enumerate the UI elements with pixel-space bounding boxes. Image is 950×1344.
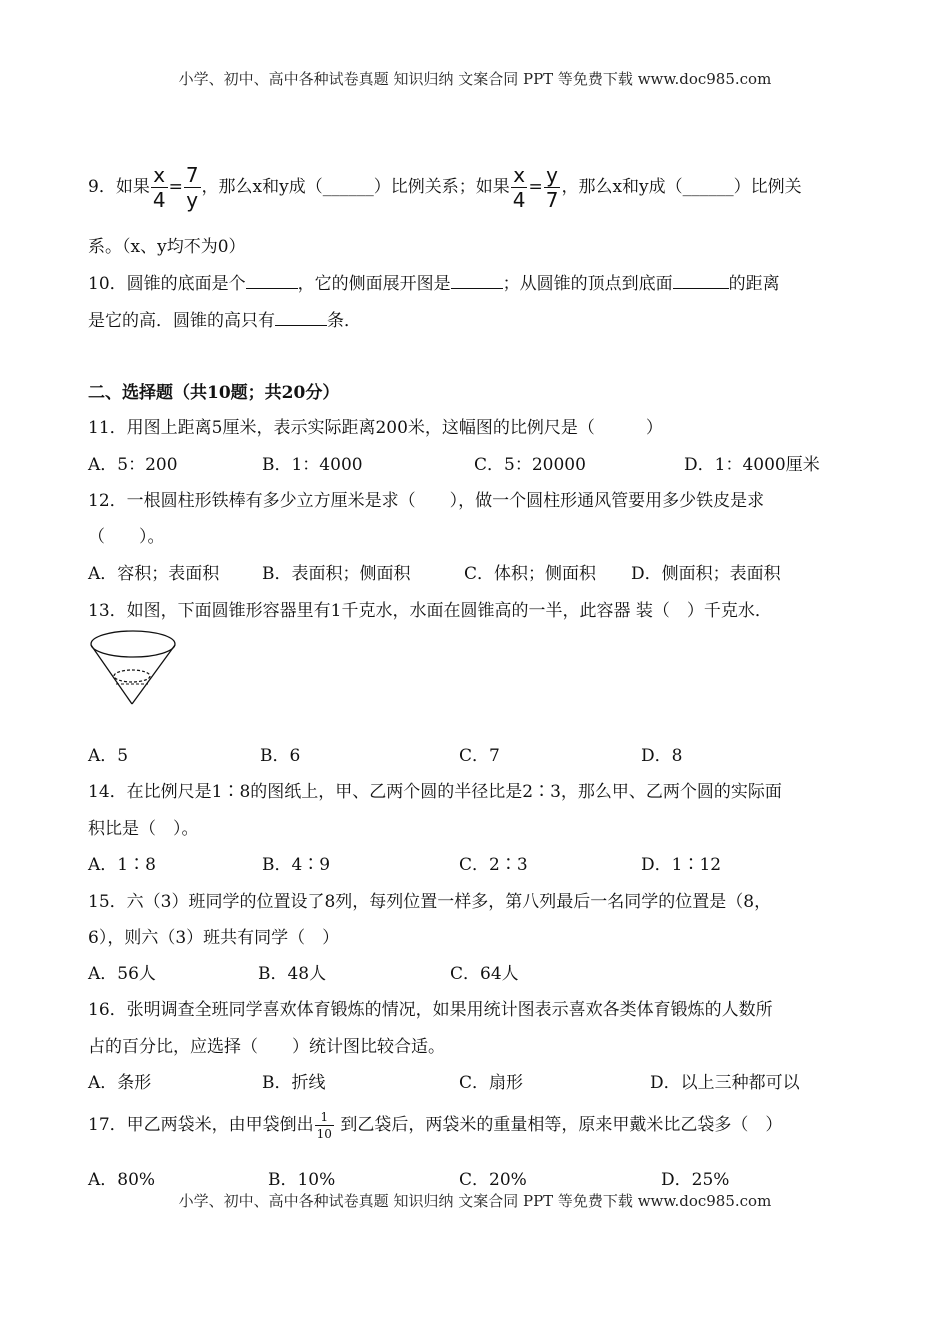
option-d: D．侧面积；表面积: [631, 564, 781, 584]
question-13-options: [88, 741, 888, 765]
water-surface: [114, 670, 150, 682]
fraction-x-over-4: $\frac{x}{4}$: [512, 163, 526, 212]
option-a: A．容积；表面积: [88, 564, 220, 584]
page-footer: 小学、初中、高中各种试卷真题 知识归纳 文案合同 PPT 等免费下载 www.doc985.com: [178, 1192, 772, 1210]
question-12-options: [88, 559, 888, 583]
answer-blank: ______: [322, 177, 374, 197]
answer-blank: [246, 273, 298, 289]
option-c: C．5：20000: [474, 455, 586, 475]
answer-blank: ______: [682, 177, 734, 197]
answer-blank: [673, 273, 729, 289]
option-a: A．5: [88, 746, 129, 766]
option-b: B．1：4000: [262, 455, 363, 475]
option-b: B．6: [260, 746, 301, 766]
cone-rim: [91, 631, 175, 657]
cone-left-edge: [91, 645, 132, 704]
option-d: D．25%: [661, 1170, 730, 1190]
question-16: 16．张明调查全班同学喜欢体育锻炼的情况，如果用统计图表示喜欢各类体育锻炼的人数所: [88, 1000, 773, 1020]
question-17: 17．甲乙两袋米，由甲袋倒出 $\frac{1}{10}$ 到乙袋后，两袋米的重量相等，原来甲戴米比乙袋多（ ）: [88, 1110, 783, 1141]
option-b: B．4∶9: [262, 855, 331, 875]
fraction-7-over-y: $\frac{7}{y}$: [185, 163, 199, 212]
cone-right-edge: [132, 645, 175, 704]
fraction-x-over-4: $\frac{x}{4}$: [152, 163, 166, 212]
option-d: D．8: [641, 746, 683, 766]
cone-container-figure: [88, 628, 180, 710]
option-a: A．56人: [88, 964, 156, 984]
section-title: 二、选择题（共10题；共20分）: [88, 383, 340, 403]
question-9: 9．如果 $\frac{x}{4}$ = $\frac{7}{y}$ ，那么x和y成（______）比例关系；如果 $\frac{x}{4}$ = $\frac{y}{7}$ ，那么x和y成（______）比例关: [88, 163, 802, 212]
question-10: 10．圆锥的底面是个 ，它的侧面展开图是 ；从圆锥的顶点到底面 的距离: [88, 274, 780, 294]
option-a: A．5：200: [88, 455, 178, 475]
option-c: C．20%: [459, 1170, 527, 1190]
question-17-options: [88, 1165, 888, 1189]
question-15-options: [88, 959, 888, 983]
question-15-line2: 6），则六（3）班共有同学（ ）: [88, 928, 340, 948]
option-d: D．1∶12: [641, 855, 722, 875]
page-header: 小学、初中、高中各种试卷真题 知识归纳 文案合同 PPT 等免费下载 www.doc985.com: [178, 70, 772, 88]
option-c: C．扇形: [459, 1073, 524, 1093]
question-14-line2: 积比是（ ）。: [88, 819, 199, 839]
answer-blank: [451, 273, 503, 289]
option-b: B．48人: [258, 964, 327, 984]
fraction-1-over-10: $\frac{1}{10}$: [316, 1110, 332, 1141]
option-d: D．1：4000厘米: [684, 455, 820, 475]
fraction-y-over-7: $\frac{y}{7}$: [545, 163, 559, 212]
question-15: 15．六（3）班同学的位置设了8列，每列位置一样多，第八列最后一名同学的位置是（8，: [88, 892, 772, 912]
option-b: B．10%: [268, 1170, 336, 1190]
question-10-line2: 是它的高．圆锥的高只有 条．: [88, 311, 361, 331]
question-13: 13．如图，下面圆锥形容器里有1千克水，水面在圆锥高的一半，此容器 装（ ）千克水．: [88, 601, 772, 621]
question-12-line2: （ ）。: [88, 527, 165, 547]
question-14-options: [88, 850, 888, 874]
question-11: 11．用图上距离5厘米，表示实际距离200米，这幅图的比例尺是（ ）: [88, 418, 663, 438]
option-a: A．80%: [88, 1170, 156, 1190]
question-14: 14．在比例尺是1∶8的图纸上，甲、乙两个圆的半径比是2∶3，那么甲、乙两个圆的实际面: [88, 782, 782, 802]
question-16-line2: 占的百分比，应选择（ ）统计图比较合适。: [88, 1037, 445, 1057]
option-c: C．体积；侧面积: [464, 564, 597, 584]
option-b: B．表面积；侧面积: [262, 564, 411, 584]
option-c: C．64人: [450, 964, 519, 984]
option-a: A．1∶8: [88, 855, 156, 875]
question-16-options: [88, 1068, 888, 1092]
option-a: A．条形: [88, 1073, 152, 1093]
option-d: D．以上三种都可以: [650, 1073, 800, 1093]
question-9-line2: 系。（x、y均不为0）: [88, 237, 246, 257]
option-c: C．7: [459, 746, 500, 766]
question-12: 12．一根圆柱形铁棒有多少立方厘米是求（ ），做一个圆柱形通风管要用多少铁皮是求: [88, 491, 765, 511]
option-b: B．折线: [262, 1073, 326, 1093]
option-c: C．2∶3: [459, 855, 528, 875]
answer-blank: [275, 310, 327, 326]
question-11-options: [88, 450, 888, 474]
